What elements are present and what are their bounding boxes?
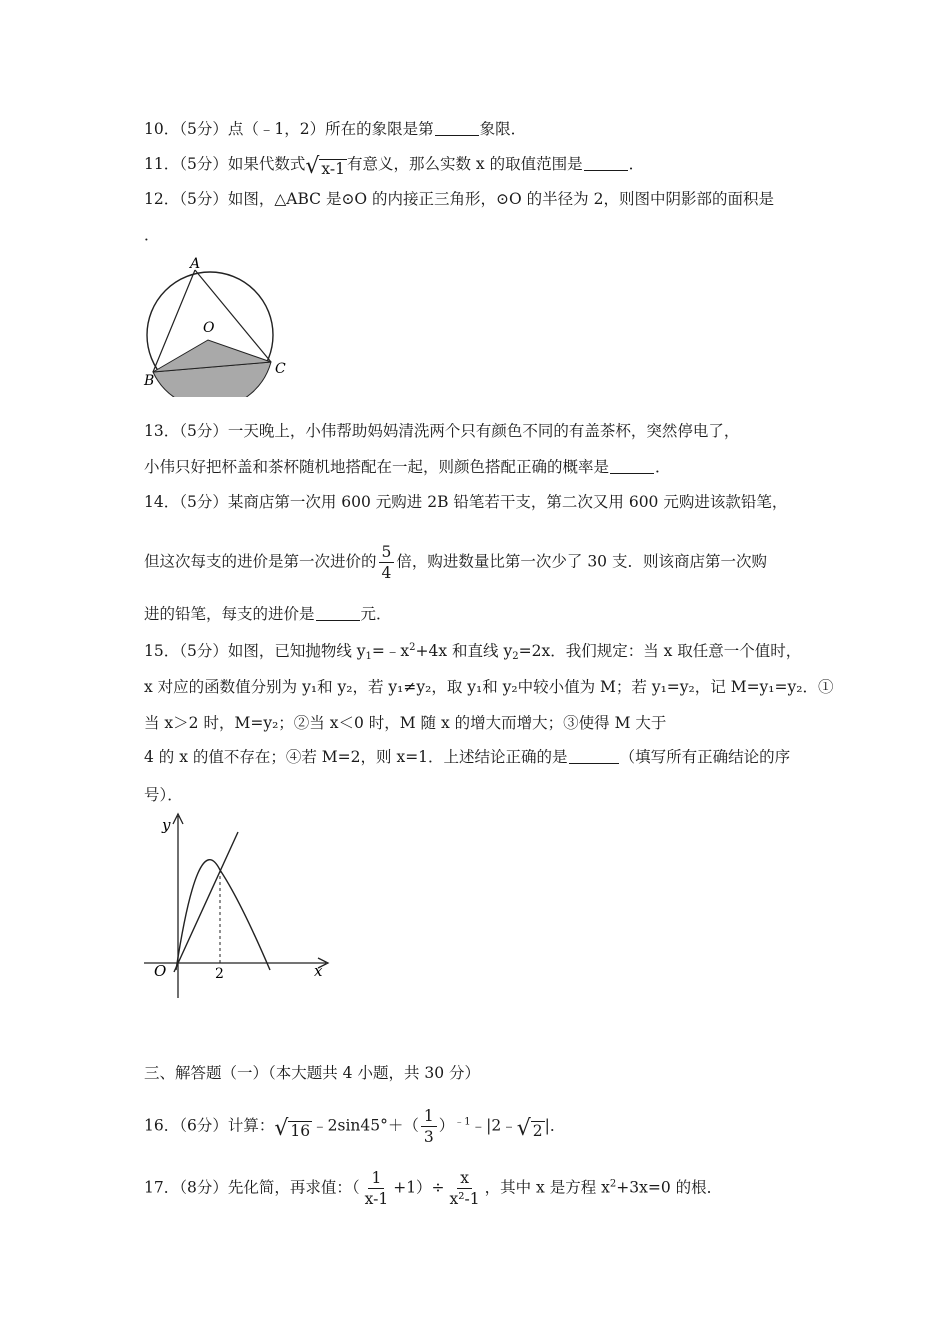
q16-exponent: ﹣1 [454,1116,471,1128]
q11-score: （5分） [179,155,228,173]
question-14 [144,491,787,513]
q16-text-a: 计算： [227,1116,275,1135]
label-o: O [203,320,215,336]
q12-text: 如图，△ABC 是⊙O 的内接正三角形，⊙O 的半径为 2，则图中阴影部的面积是 [227,190,774,208]
q14-line2-end: 倍，购进数量比第一次少了 30 支．则该商店第一次购 [396,552,767,571]
label-origin: O [154,962,167,980]
q15-sup: 2 [409,642,416,653]
q16-text-c: ） [438,1116,455,1135]
q11-answer-blank [584,154,628,171]
q16-score: （6分） [179,1116,228,1135]
q16-radicand-1: 16 [290,1121,311,1140]
q13-score: （5分） [179,422,228,440]
q14-frac-den: 4 [381,564,392,582]
q14-line2 [144,542,767,583]
question-15 [144,637,801,668]
q11-number: 11． [144,155,180,173]
q17-fraction-2 [447,1168,483,1209]
q17-f1-num: 1 [368,1168,384,1189]
q17-f1-den: x-1 [364,1190,389,1208]
q14-line2-text: 但这次每支的进价是第一次进价的 [144,552,377,571]
q15-line4-end: （填写所有正确结论的序 [619,748,791,766]
q16-radicand-2: 2 [532,1121,543,1140]
label-2: 2 [215,966,224,982]
q14-frac-num: 5 [379,542,395,563]
q16-text-b: ﹣2sin45°＋（ [312,1116,419,1135]
q16-text-e: |． [544,1116,566,1135]
q15-score: （5分） [179,642,228,660]
label-y: y [162,816,171,834]
q15-line1-d: =2x．我们规定：当 x 取任意一个值时， [518,642,802,660]
label-c: C [275,361,286,377]
q10-number: 10． [144,120,180,138]
q16-frac-den: 3 [423,1128,434,1146]
q15-line5: 号）． [144,786,183,804]
q11-text-a: 如果代数式 [227,155,306,173]
q14-line3-end: 元． [360,605,392,623]
question-12 [144,188,774,210]
q17-f2-den: x²-1 [449,1190,480,1208]
q15-line1-b: =﹣x [371,642,410,660]
q15-line4-text: 4 的 x 的值不存在；④若 M=2，则 x=1．上述结论正确的是 [144,748,568,766]
q13-answer-blank [610,457,654,474]
q15-sub1: 1 [365,651,372,662]
q15-graph-figure [140,810,335,1005]
q11-radicand: x-1 [321,160,345,178]
q17-fraction-1 [362,1168,392,1209]
line-y2 [174,832,238,972]
q14-line1: 某商店第一次用 600 元购进 2B 铅笔若干支，第二次又用 600 元购进该款铅笔， [227,493,788,511]
q10-text-a: 点（﹣1，2）所在的象限是第 [227,120,434,138]
q13-line1: 一天晚上，小伟帮助妈妈清洗两个只有颜色不同的有盖茶杯，突然停电了， [227,422,740,440]
q12-score: （5分） [179,190,228,208]
label-b: B [144,373,155,389]
q15-line3: 当 x＞2 时，M=y₂；②当 x＜0 时，M 随 x 的增大而增大；③使得 M 大于 [144,714,667,732]
q17-text-d: +3x=0 的根． [616,1178,723,1197]
q14-line3-text: 进的铅笔，每支的进价是 [144,605,315,623]
q16-sqrt-2: √ 2 [516,1115,543,1141]
question-13 [144,420,739,442]
q17-score: （8分） [179,1178,228,1197]
q13-line2-text: 小伟只好把杯盖和茶杯随机地搭配在一起，则颜色搭配正确的概率是 [144,458,610,476]
q14-answer-blank [316,604,360,621]
q14-score: （5分） [179,493,228,511]
question-10 [144,118,526,140]
q13-line2 [144,456,671,478]
question-17 [144,1168,722,1209]
q17-exponent: 2 [609,1178,617,1190]
q10-text-b: 象限． [479,120,527,138]
q16-text-d: ﹣|2﹣ [470,1116,517,1135]
label-a: A [190,256,201,272]
q17-f2-num: x [457,1168,472,1189]
question-11 [144,153,644,178]
q15-number: 15． [144,642,180,660]
q12-number: 12． [144,190,180,208]
q14-fraction [379,542,395,583]
q11-text-c: ． [628,155,645,173]
q14-line3 [144,603,392,625]
q16-number: 16． [144,1116,180,1135]
q15-answer-blank [569,747,619,764]
section-3-heading: 三、解答题（一）（本大题共 4 小题，共 30 分） [144,1064,481,1082]
q15-line1-c: +4x 和直线 y [415,642,513,660]
parabola-y1 [176,860,270,970]
q17-text-b: +1）÷ [393,1178,445,1197]
q14-number: 14． [144,493,180,511]
question-16 [144,1106,565,1147]
q15-sub2: 2 [512,651,519,662]
q10-score: （5分） [179,120,228,138]
q15-line4 [144,746,790,768]
q16-fraction [421,1106,437,1147]
q16-frac-num: 1 [421,1106,437,1127]
q13-line2-end: ． [655,458,671,476]
q17-text-c: ，其中 x 是方程 x [484,1178,610,1197]
q15-line1-a: 如图，已知抛物线 y [227,642,366,660]
q10-answer-blank [435,119,479,136]
q12-circle-figure [138,252,298,397]
label-x: x [314,962,323,980]
q11-text-b: 有意义，那么实数 x 的取值范围是 [346,155,583,173]
q17-number: 17． [144,1178,180,1197]
q13-number: 13． [144,422,180,440]
q12-line2: ． [144,226,160,244]
q16-sqrt-16: √ 16 [274,1115,311,1141]
q15-line2: x 对应的函数值分别为 y₁和 y₂，若 y₁≠y₂，取 y₁和 y₂中较小值为 M；若 y₁=y₂，记 M=y₁=y₂．① [144,678,834,696]
q17-text-a: 先化简，再求值：（ [227,1178,360,1197]
q11-sqrt: √ x-1 [305,154,345,179]
